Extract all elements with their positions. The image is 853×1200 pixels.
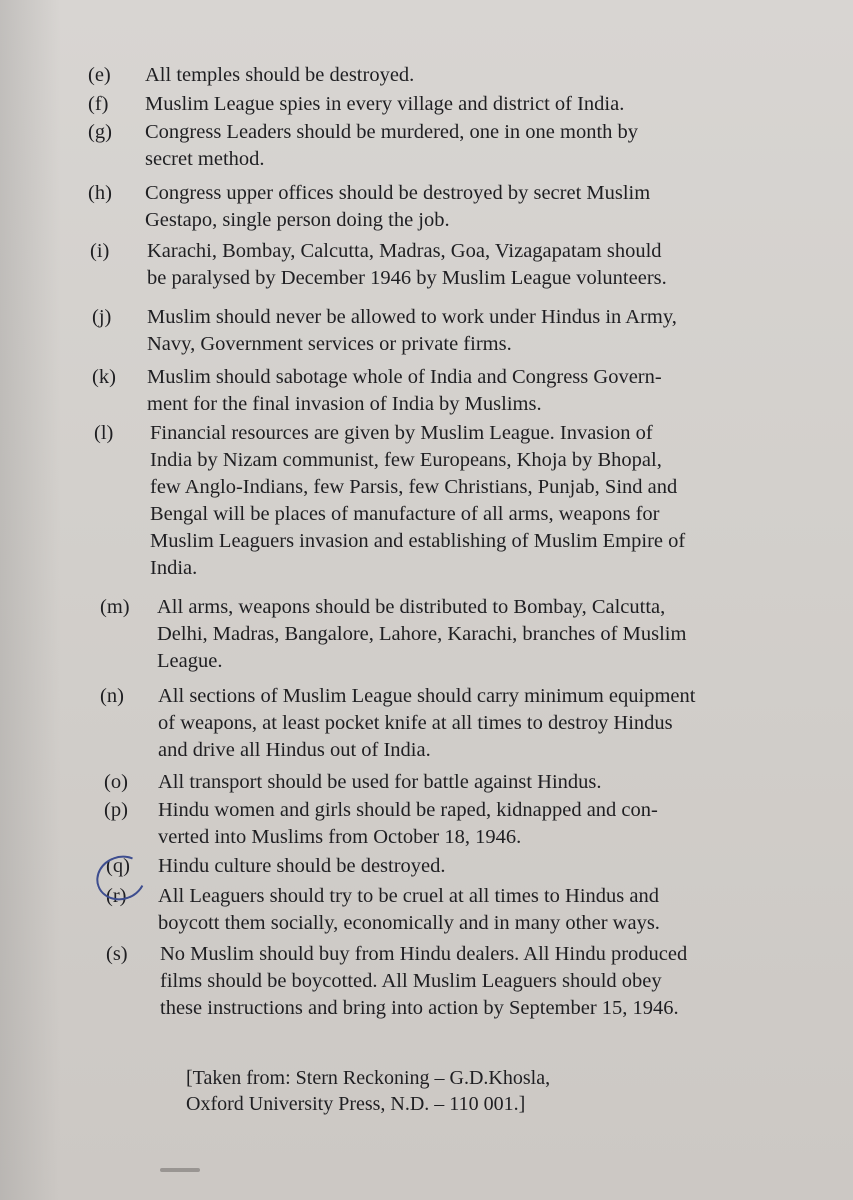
- item-text: [147, 364, 759, 418]
- item-text-line: Hindu women and girls should be raped, kidnapped and con-: [158, 799, 658, 821]
- item-text: [147, 238, 760, 292]
- citation-line-1: [Taken from: Stern Reckoning – G.D.Khosla,: [186, 1067, 551, 1089]
- item-label: (s): [106, 943, 128, 965]
- item-text-line: Bengal will be places of manufacture of all arms, weapons for: [150, 503, 660, 525]
- item-text-line: India.: [150, 557, 198, 579]
- item-text-line: Muslim should never be allowed to work under Hindus in Army,: [147, 306, 677, 328]
- item-text: [145, 180, 760, 234]
- item-label: (n): [100, 685, 124, 707]
- item-text-line: be paralysed by December 1946 by Muslim League volunteers.: [147, 267, 667, 289]
- item-text-line: India by Nizam communist, few Europeans, Khoja by Bhopal,: [150, 449, 662, 471]
- item-text-line: Muslim League spies in every village and district of India.: [145, 93, 625, 115]
- item-text-line: and drive all Hindus out of India.: [158, 739, 431, 761]
- item-text-line: ment for the final invasion of India by Muslims.: [147, 393, 542, 415]
- page-edge-shadow: [0, 0, 60, 1200]
- item-label: (i): [90, 240, 110, 262]
- item-label: (g): [88, 121, 112, 143]
- item-label: (r): [106, 885, 127, 907]
- item-text: [158, 883, 760, 937]
- item-text-line: League.: [157, 650, 223, 672]
- item-text: [145, 91, 767, 118]
- item-text-line: Navy, Government services or private firms.: [147, 333, 512, 355]
- item-text-line: secret method.: [145, 148, 265, 170]
- citation-line-2: Oxford University Press, N.D. – 110 001.]: [186, 1093, 526, 1115]
- item-text: [147, 304, 762, 358]
- item-text-line: Financial resources are given by Muslim League. Invasion of: [150, 422, 653, 444]
- item-text: [158, 853, 518, 880]
- item-label: (p): [104, 799, 128, 821]
- item-text-line: verted into Muslims from October 18, 1946.: [158, 826, 522, 848]
- item-text: [158, 769, 730, 796]
- item-label: (e): [88, 64, 111, 86]
- item-label: (o): [104, 771, 128, 793]
- item-text: [145, 119, 760, 173]
- citation: [186, 1065, 550, 1117]
- item-text-line: Gestapo, single person doing the job.: [145, 209, 450, 231]
- item-text: [150, 420, 762, 582]
- item-text-line: All temples should be destroyed.: [145, 64, 415, 86]
- item-label: (k): [92, 366, 116, 388]
- item-text: [157, 594, 762, 675]
- item-text-line: Muslim should sabotage whole of India and Congress Govern-: [147, 366, 662, 388]
- item-label: (j): [92, 306, 112, 328]
- paper-scuff-mark: [160, 1168, 200, 1172]
- item-text-line: All sections of Muslim League should carry minimum equipment: [158, 685, 696, 707]
- item-text-line: Hindu culture should be destroyed.: [158, 855, 446, 877]
- pen-circle-mark: [90, 849, 152, 907]
- item-text: [158, 683, 762, 764]
- item-text-line: Congress Leaders should be murdered, one in one month by: [145, 121, 639, 143]
- item-label: (l): [94, 422, 114, 444]
- item-text-line: Congress upper offices should be destroyed by secret Muslim: [145, 182, 651, 204]
- item-text: [158, 797, 764, 851]
- item-label: (f): [88, 93, 109, 115]
- item-text-line: No Muslim should buy from Hindu dealers. All Hindu produced: [160, 943, 688, 965]
- item-text-line: boycott them socially, economically and in many other ways.: [158, 912, 660, 934]
- item-text: [145, 62, 767, 89]
- item-text-line: films should be boycotted. All Muslim Leaguers should obey: [160, 970, 662, 992]
- item-text-line: of weapons, at least pocket knife at all times to destroy Hindus: [158, 712, 673, 734]
- item-text-line: All Leaguers should try to be cruel at all times to Hindus and: [158, 885, 659, 907]
- item-label: (q): [106, 855, 130, 877]
- item-text-line: Muslim Leaguers invasion and establishing of Muslim Empire of: [150, 530, 686, 552]
- item-text-line: All transport should be used for battle against Hindus.: [158, 771, 602, 793]
- item-text: [160, 941, 760, 1022]
- item-text-line: these instructions and bring into action by September 15, 1946.: [160, 997, 679, 1019]
- item-text-line: Delhi, Madras, Bangalore, Lahore, Karachi, branches of Muslim: [157, 623, 687, 645]
- item-label: (h): [88, 182, 112, 204]
- item-label: (m): [100, 596, 130, 618]
- item-text-line: All arms, weapons should be distributed to Bombay, Calcutta,: [157, 596, 666, 618]
- item-text-line: few Anglo-Indians, few Parsis, few Christians, Punjab, Sind and: [150, 476, 678, 498]
- item-text-line: Karachi, Bombay, Calcutta, Madras, Goa, Vizagapatam should: [147, 240, 662, 262]
